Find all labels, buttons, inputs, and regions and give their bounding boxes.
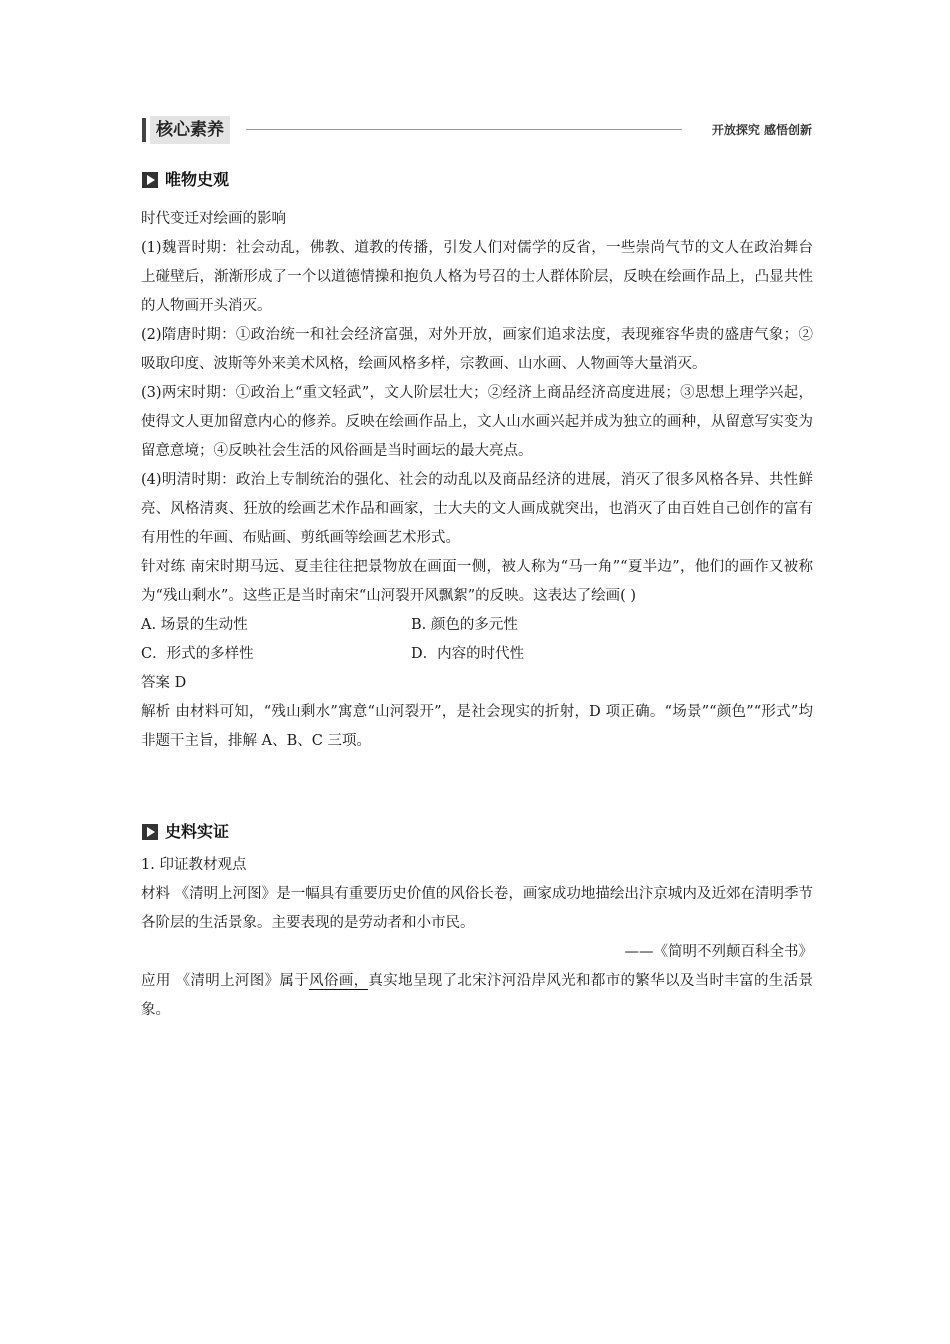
section2-body <box>141 851 813 1025</box>
paragraph-mingqing: (4)明清时期：政治上专制统治的强化、社会的动乱以及商品经济的进展，消灭了很多风格各异、共性鲜亮、风格清爽、狂放的绘画艺术作品和画家，士大夫的文人画成就突出，也消灭了由百姓自己创作的富有有用性的年画、布贴画、剪纸画等绘画艺术形式。 <box>141 472 813 546</box>
header-tagline: 开放探究 感悟创新 <box>711 123 812 137</box>
section-header <box>142 116 812 144</box>
analysis-text: 解析 由材料可知，“残山剩水”寓意“山河裂开”，是社会现实的折射，D 项正确。“场景”“颜色”“形式”均非题干主旨，排解 A、B、C 三项。 <box>141 704 813 749</box>
material-source: ——《简明不列颠百科全书》 <box>624 944 813 960</box>
application-answer-underlined: 风俗画， <box>309 973 369 989</box>
option-a: A. 场景的生动性 <box>141 617 248 633</box>
option-c: C．形式的多样性 <box>141 646 254 662</box>
application-suffix: 真实地呈现了北宋汴河沿岸风光和都市的繁华以及当时丰富的生活景象。 <box>141 973 814 1018</box>
paragraph-weijin: (1)魏晋时期：社会动乱，佛教、道教的传播，引发人们对儒学的反省，一些崇尚气节的文人在政治舞台上碰壁后，渐渐形成了一个以道德情操和抱负人格为号召的士人群体阶层，反映在绘画作品上，凸显共性的人物画开头消灭。 <box>141 240 813 314</box>
paragraph-suitang: (2)隋唐时期：①政治统一和社会经济富强，对外开放，画家们追求法度，表现雍容华贵的盛唐气象；②吸取印度、波斯等外来美术风格，绘画风格多样，宗教画、山水画、人物画等大量消灭。 <box>141 327 813 372</box>
option-b: B. 颜色的多元性 <box>411 617 518 633</box>
answer-line: 答案 D <box>141 675 187 691</box>
section-heading-label: 史料实证 <box>165 822 230 841</box>
paragraph-liangsong: (3)两宋时期：①政治上“重文轻武”，文人阶层壮大；②经济上商品经济高度进展；③思想上理学兴起，使得文人更加留意内心的修养。反映在绘画作品上，文人山水画兴起并成为独立的画种，从留意写实变为留意意境；④反映社会生活的风俗画是当时画坛的最大亮点。 <box>141 385 813 459</box>
exercise-question: 针对练 南宋时期马远、夏圭往往把景物放在画面一侧，被人称为“马一角”“夏半边”，他们的画作又被称为“残山剩水”。这些正是当时南宋“山河裂开风飘絮”的反映。这表达了绘画( ) <box>141 559 813 604</box>
header-accent-bar <box>142 118 146 142</box>
option-d: D．内容的时代性 <box>411 646 525 662</box>
section-heading-label: 唯物史观 <box>165 170 230 189</box>
section1-body <box>141 205 813 756</box>
application-text <box>141 967 813 1025</box>
play-triangle-icon <box>142 172 158 188</box>
play-triangle-icon <box>142 824 158 840</box>
application-prefix: 应用 《清明上河图》属于 <box>141 973 310 989</box>
header-rule <box>246 129 682 130</box>
header-title: 核心素养 <box>150 116 230 144</box>
item-title: 1. 印证教材观点 <box>141 857 247 873</box>
answer-options <box>141 611 813 669</box>
topic-subtitle: 时代变迁对绘画的影响 <box>141 211 286 227</box>
material-text: 材料 《清明上河图》是一幅具有重要历史价值的风俗长卷，画家成功地描绘出汴京城内及近郊在清明季节各阶层的生活景象。主要表现的是劳动者和小市民。 <box>141 886 813 931</box>
